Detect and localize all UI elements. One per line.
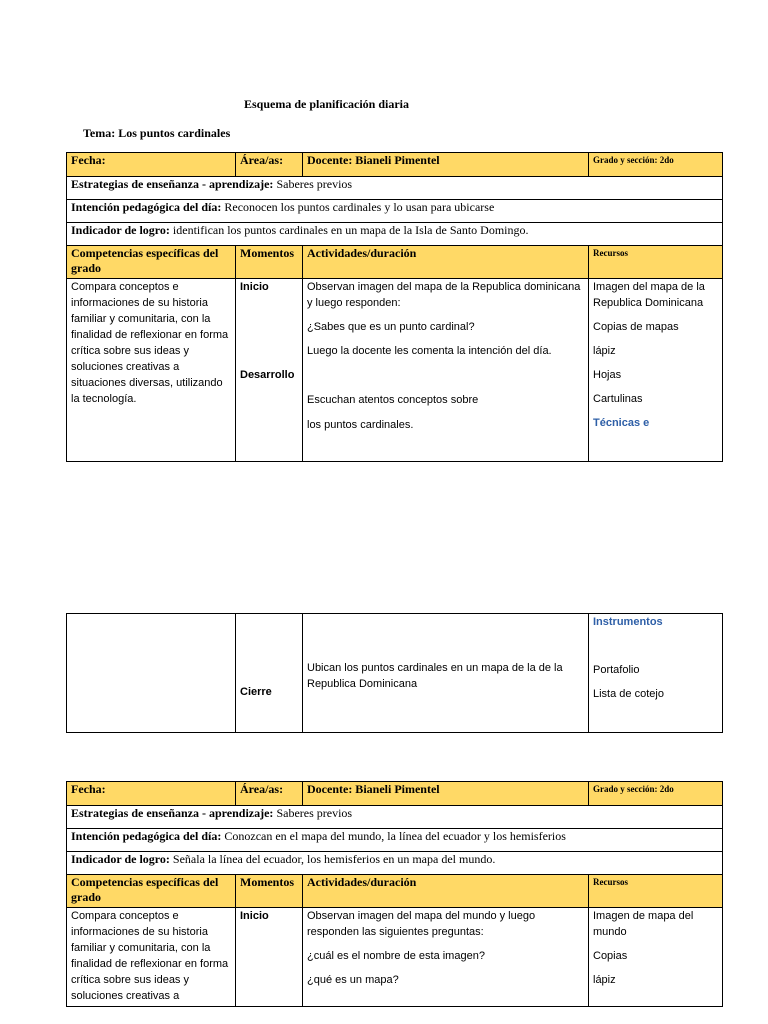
competencias-header: Competencias específicas del grado — [67, 246, 236, 279]
area-label: Área/as: — [236, 153, 303, 177]
intencion-row — [67, 829, 723, 852]
recurso-item: Hojas — [593, 369, 622, 381]
actividades-header: Actividades/duración — [303, 246, 589, 279]
actividades-cell — [303, 908, 589, 1007]
recurso-item: Copias de mapas — [593, 321, 679, 333]
actividad-item: ¿Sabes que es un punto cardinal? — [307, 321, 475, 333]
actividades-header: Actividades/duración — [303, 875, 589, 908]
recursos-cell — [589, 908, 723, 1007]
recurso-item: lápiz — [593, 974, 616, 986]
estrategias-label: Estrategias de enseñanza - aprendizaje: — [71, 806, 274, 820]
indicador-row — [67, 223, 723, 246]
column-header-row — [67, 246, 723, 279]
grado-label: Grado y sección: 2do — [589, 782, 723, 806]
tecnicas-label: Técnicas e — [593, 417, 650, 429]
momentos-cell — [236, 614, 303, 733]
recursos-header: Recursos — [589, 246, 723, 279]
actividades-cell — [303, 279, 589, 462]
intencion-value: Conozcan en el mapa del mundo, la línea del ecuador y los hemisferios — [221, 829, 566, 843]
recurso-item: lápiz — [593, 345, 616, 357]
estrategias-row — [67, 806, 723, 829]
planning-table-2 — [66, 613, 723, 733]
momento-desarrollo: Desarrollo — [240, 369, 295, 381]
actividad-item: Observan imagen del mapa del mundo y luego responden las siguientes preguntas: — [307, 910, 536, 938]
recurso-item: Imagen de mapa del mundo — [593, 910, 694, 938]
momento-inicio: Inicio — [240, 910, 269, 922]
fecha-label: Fecha: — [67, 782, 236, 806]
momentos-header: Momentos — [236, 875, 303, 908]
indicador-label: Indicador de logro: — [71, 852, 170, 866]
indicador-row — [67, 852, 723, 875]
actividad-item: los puntos cardinales. — [307, 419, 414, 431]
document-title: Esquema de planificación diaria — [244, 97, 410, 111]
competencias-text: Compara conceptos e informaciones de su historia familiar y comunitaria, con la finalidad de reflexionar en forma crítica sobre sus ideas y soluciones creativas a situaciones diversas, utilizando la tecnología. — [71, 281, 229, 405]
recurso-item: Cartulinas — [593, 393, 643, 405]
competencias-cell — [67, 614, 236, 733]
estrategias-row — [67, 177, 723, 200]
momentos-cell — [236, 908, 303, 1007]
recurso-item: Copias — [593, 950, 628, 962]
actividad-item: ¿qué es un mapa? — [307, 974, 399, 986]
grado-label: Grado y sección: 2do — [589, 153, 723, 177]
planning-table-3 — [66, 781, 723, 1007]
docente-label: Docente: Bianeli Pimentel — [303, 782, 589, 806]
instrumentos-label: Instrumentos — [593, 616, 663, 628]
actividad-item: Escuchan atentos conceptos sobre — [307, 394, 479, 406]
recurso-item: Lista de cotejo — [593, 688, 664, 700]
docente-label: Docente: Bianeli Pimentel — [303, 153, 589, 177]
indicador-label: Indicador de logro: — [71, 223, 170, 237]
planning-table-1 — [66, 152, 723, 462]
momentos-cell — [236, 279, 303, 462]
recurso-item: Imagen del mapa de la Republica Dominicana — [593, 281, 705, 309]
actividad-item: Ubican los puntos cardinales en un mapa de la de la Republica Dominicana — [307, 662, 563, 690]
actividad-item: Observan imagen del mapa de la Republica dominicana y luego responden: — [307, 281, 581, 309]
estrategias-value: Saberes previos — [273, 177, 353, 191]
momento-cierre: Cierre — [240, 686, 272, 698]
column-header-row — [67, 875, 723, 908]
competencias-cell — [67, 279, 236, 462]
estrategias-label: Estrategias de enseñanza - aprendizaje: — [71, 177, 274, 191]
header-row — [67, 782, 723, 806]
content-row — [67, 614, 723, 733]
momento-inicio: Inicio — [240, 281, 269, 293]
intencion-label: Intención pedagógica del día: — [71, 200, 222, 214]
area-label: Área/as: — [236, 782, 303, 806]
indicador-value: Señala la línea del ecuador, los hemisferios en un mapa del mundo. — [169, 852, 496, 866]
document-topic: Tema: Los puntos cardinales — [83, 126, 231, 140]
intencion-label: Intención pedagógica del día: — [71, 829, 222, 843]
fecha-label: Fecha: — [67, 153, 236, 177]
indicador-value: identifican los puntos cardinales en un mapa de la Isla de Santo Domingo. — [169, 223, 529, 237]
competencias-header: Competencias específicas del grado — [67, 875, 236, 908]
momentos-header: Momentos — [236, 246, 303, 279]
recursos-cell — [589, 614, 723, 733]
recursos-header: Recursos — [589, 875, 723, 908]
header-row — [67, 153, 723, 177]
competencias-text: Compara conceptos e informaciones de su historia familiar y comunitaria, con la finalidad de reflexionar en forma crítica sobre sus ideas y soluciones creativas a — [71, 910, 229, 1002]
estrategias-value: Saberes previos — [273, 806, 353, 820]
intencion-value: Reconocen los puntos cardinales y lo usan para ubicarse — [221, 200, 495, 214]
competencias-cell — [67, 908, 236, 1007]
content-row — [67, 908, 723, 1007]
recursos-cell — [589, 279, 723, 462]
actividades-cell — [303, 614, 589, 733]
actividad-item: Luego la docente les comenta la intención del día. — [307, 345, 552, 357]
actividad-item: ¿cuál es el nombre de esta imagen? — [307, 950, 485, 962]
recurso-item: Portafolio — [593, 664, 640, 676]
content-row — [67, 279, 723, 462]
intencion-row — [67, 200, 723, 223]
